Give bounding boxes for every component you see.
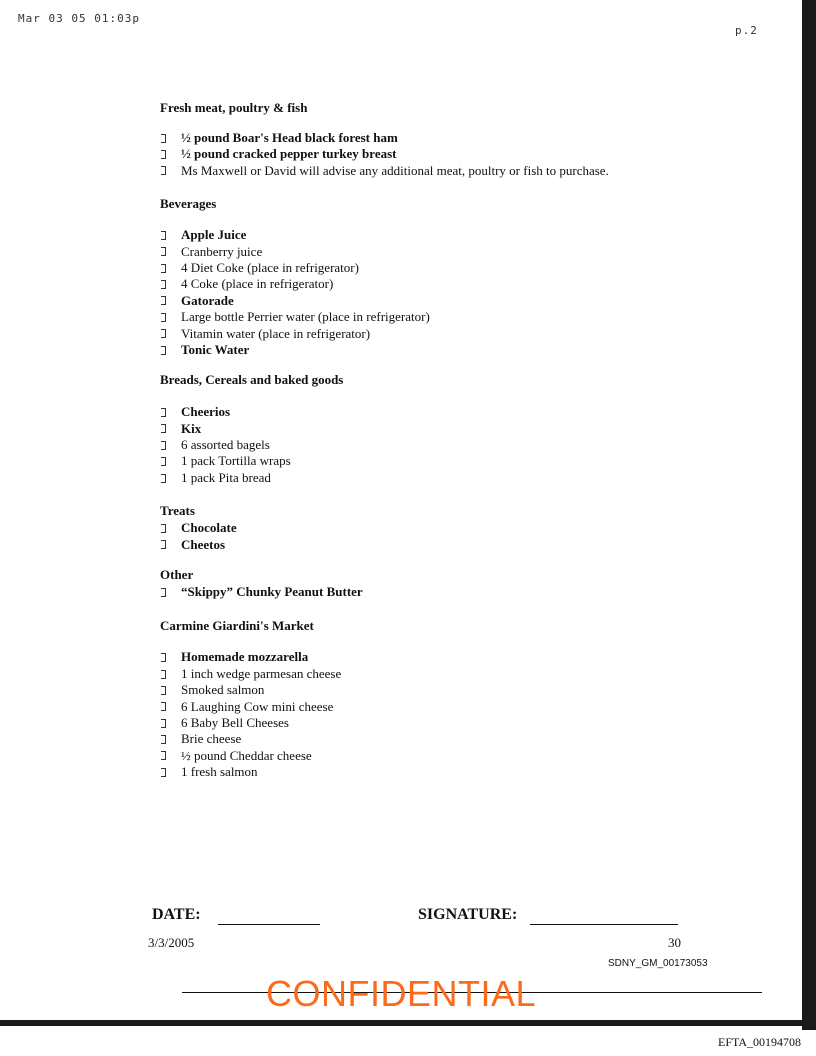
confidential-stamp: CONFIDENTIAL bbox=[266, 973, 537, 1014]
checkbox-icon[interactable] bbox=[161, 166, 166, 175]
checkbox-icon[interactable] bbox=[161, 280, 166, 289]
item-text: 4 Diet Coke (place in refrigerator) bbox=[181, 259, 359, 275]
list-item bbox=[160, 146, 720, 162]
list-item bbox=[160, 163, 720, 179]
date-signature-line[interactable] bbox=[218, 924, 320, 925]
section-carmine-giardini bbox=[160, 618, 720, 780]
item-text: 4 Coke (place in refrigerator) bbox=[181, 276, 334, 292]
item-list bbox=[160, 404, 720, 486]
list-item bbox=[160, 748, 720, 764]
scan-edge-bottom bbox=[0, 1020, 816, 1026]
list-item bbox=[160, 649, 720, 665]
checkbox-icon[interactable] bbox=[161, 247, 166, 256]
checkbox-icon[interactable] bbox=[161, 524, 166, 533]
list-item bbox=[160, 682, 720, 698]
list-item bbox=[160, 260, 720, 276]
document-date: 3/3/2005 bbox=[148, 935, 195, 950]
checkbox-icon[interactable] bbox=[161, 329, 166, 338]
checkbox-icon[interactable] bbox=[161, 296, 166, 305]
checkbox-icon[interactable] bbox=[161, 346, 166, 355]
item-text: 1 fresh salmon bbox=[181, 764, 258, 780]
item-list bbox=[160, 584, 720, 600]
list-item bbox=[160, 699, 720, 715]
list-item bbox=[160, 404, 720, 420]
item-list bbox=[160, 520, 720, 553]
item-list bbox=[160, 130, 720, 179]
list-item bbox=[160, 227, 720, 243]
list-item bbox=[160, 666, 720, 682]
checkbox-icon[interactable] bbox=[161, 474, 166, 483]
section-title: Carmine Giardini's Market bbox=[160, 618, 314, 634]
checkbox-icon[interactable] bbox=[161, 231, 166, 240]
item-text: 1 pack Pita bread bbox=[181, 469, 271, 485]
item-text: ½ pound Cheddar cheese bbox=[181, 747, 312, 763]
shopping-list bbox=[160, 100, 720, 781]
list-item bbox=[160, 453, 720, 469]
item-list bbox=[160, 227, 720, 358]
list-item bbox=[160, 731, 720, 747]
checkbox-icon[interactable] bbox=[161, 751, 166, 760]
list-item bbox=[160, 470, 720, 486]
date-label: DATE: bbox=[152, 906, 201, 923]
document-page-number: 30 bbox=[668, 935, 681, 950]
checkbox-icon[interactable] bbox=[161, 264, 166, 273]
section-title: Treats bbox=[160, 503, 195, 519]
list-item bbox=[160, 437, 720, 453]
item-text: Smoked salmon bbox=[181, 682, 265, 698]
list-item bbox=[160, 421, 720, 437]
item-text: Homemade mozzarella bbox=[181, 649, 309, 665]
list-item bbox=[160, 293, 720, 309]
list-item bbox=[160, 276, 720, 292]
list-item bbox=[160, 520, 720, 536]
item-text: Cheerios bbox=[181, 404, 231, 420]
section-beverages bbox=[160, 196, 720, 358]
checkbox-icon[interactable] bbox=[161, 540, 166, 549]
section-meat bbox=[160, 100, 720, 179]
checkbox-icon[interactable] bbox=[161, 588, 166, 597]
checkbox-icon[interactable] bbox=[161, 408, 166, 417]
checkbox-icon[interactable] bbox=[161, 686, 166, 695]
section-title: Fresh meat, poultry & fish bbox=[160, 100, 308, 115]
checkbox-icon[interactable] bbox=[161, 719, 166, 728]
checkbox-icon[interactable] bbox=[161, 735, 166, 744]
item-text: ½ pound cracked pepper turkey breast bbox=[181, 146, 397, 162]
list-item bbox=[160, 715, 720, 731]
list-item bbox=[160, 584, 720, 600]
checkbox-icon[interactable] bbox=[161, 457, 166, 466]
item-list bbox=[160, 649, 720, 780]
scan-edge-right bbox=[802, 0, 816, 1030]
section-title: Breads, Cereals and baked goods bbox=[160, 372, 344, 388]
item-text: Ms Maxwell or David will advise any additional meat, poultry or fish to purchase. bbox=[181, 162, 609, 178]
list-item bbox=[160, 326, 720, 342]
checkbox-icon[interactable] bbox=[161, 424, 166, 433]
list-item bbox=[160, 244, 720, 260]
item-text: Apple Juice bbox=[181, 227, 247, 243]
item-text: Cranberry juice bbox=[181, 243, 263, 259]
checkbox-icon[interactable] bbox=[161, 768, 166, 777]
list-item bbox=[160, 764, 720, 780]
item-text: Chocolate bbox=[181, 520, 237, 536]
item-text: Gatorade bbox=[181, 292, 234, 308]
list-item bbox=[160, 130, 720, 146]
list-item bbox=[160, 537, 720, 553]
section-title: Beverages bbox=[160, 196, 217, 212]
section-treats bbox=[160, 503, 720, 553]
checkbox-icon[interactable] bbox=[161, 653, 166, 662]
section-other bbox=[160, 567, 720, 600]
checkbox-icon[interactable] bbox=[161, 670, 166, 679]
item-text: 6 Baby Bell Cheeses bbox=[181, 714, 289, 730]
item-text: ½ pound Boar's Head black forest ham bbox=[181, 130, 398, 145]
item-text: Kix bbox=[181, 420, 202, 436]
item-text: Brie cheese bbox=[181, 731, 242, 747]
checkbox-icon[interactable] bbox=[161, 441, 166, 450]
checkbox-icon[interactable] bbox=[161, 150, 166, 159]
checkbox-icon[interactable] bbox=[161, 313, 166, 322]
checkbox-icon[interactable] bbox=[161, 134, 166, 143]
item-text: 6 Laughing Cow mini cheese bbox=[181, 698, 334, 714]
item-text: “Skippy” Chunky Peanut Butter bbox=[181, 584, 363, 600]
list-item bbox=[160, 342, 720, 358]
item-text: 1 inch wedge parmesan cheese bbox=[181, 665, 342, 681]
item-text: Tonic Water bbox=[181, 341, 250, 357]
signature-line[interactable] bbox=[530, 924, 678, 925]
checkbox-icon[interactable] bbox=[161, 702, 166, 711]
section-breads bbox=[160, 372, 720, 486]
section-title: Other bbox=[160, 567, 194, 583]
item-text: 6 assorted bagels bbox=[181, 437, 270, 453]
list-item bbox=[160, 309, 720, 325]
fax-header: Mar 03 05 01:03p bbox=[18, 12, 140, 25]
item-text: Large bottle Perrier water (place in refrigerator) bbox=[181, 309, 430, 325]
item-text: Vitamin water (place in refrigerator) bbox=[181, 325, 371, 341]
bates-number: SDNY_GM_00173053 bbox=[608, 958, 708, 969]
signature-label: SIGNATURE: bbox=[418, 906, 518, 923]
item-text: 1 pack Tortilla wraps bbox=[181, 453, 291, 469]
fax-page-number: p.2 bbox=[735, 24, 758, 37]
item-text: Cheetos bbox=[181, 536, 226, 552]
efta-number: EFTA_00194708 bbox=[718, 1035, 802, 1049]
